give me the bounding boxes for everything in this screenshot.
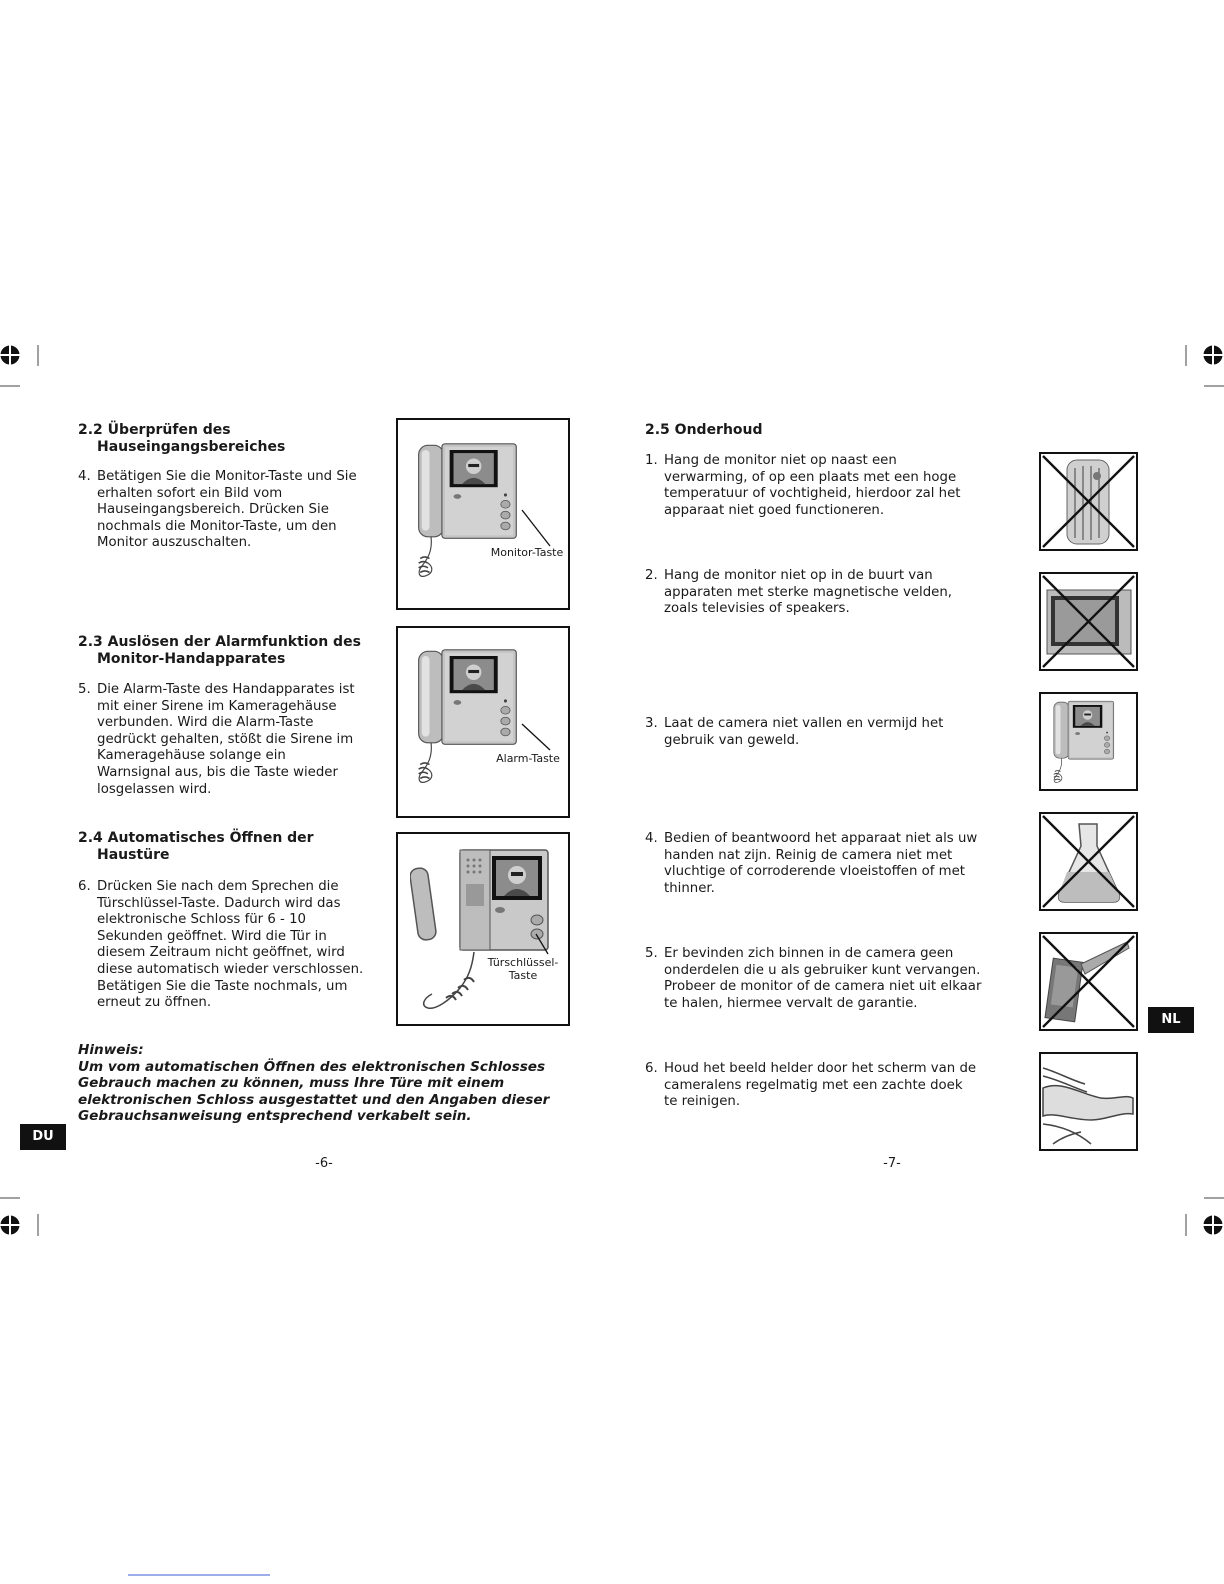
item-line: Hauseingangsbereich. Drücken Sie bbox=[97, 502, 329, 518]
pictogram-monitor bbox=[1039, 692, 1138, 791]
item-line: Betätigen Sie die Taste nochmals, um bbox=[97, 978, 348, 994]
pointer-arrow bbox=[398, 420, 572, 612]
heading-2-4 bbox=[78, 830, 378, 864]
item-line: Probeer de monitor of de camera niet uit elkaar bbox=[664, 979, 982, 995]
item-line: Houd het beeld helder door het scherm van de bbox=[664, 1061, 977, 1076]
heading-2-3-line1: 2.3 Auslösen der Alarmfunktion des bbox=[78, 634, 361, 650]
intercom-phone-icon bbox=[1051, 700, 1127, 786]
page-number-right: -7- bbox=[883, 1156, 901, 1171]
item-line: erhalten sofort ein Bild vom bbox=[97, 485, 283, 501]
item-line: verwarming, of op een plaats met een hoge bbox=[664, 469, 957, 485]
maintenance-item-4 bbox=[645, 831, 1025, 897]
item-line: verbunden. Wird die Alarm-Taste bbox=[97, 715, 314, 731]
item-line: elektronische Schloss für 6 - 10 bbox=[97, 912, 306, 928]
pictogram-screwdriver bbox=[1039, 932, 1138, 1031]
pictogram-cleaning-cloth bbox=[1039, 1052, 1138, 1151]
item-line: gedrückt gehalten, stößt die Sirene im bbox=[97, 731, 354, 747]
note-title: Hinweis: bbox=[78, 1042, 144, 1058]
item-line: Warnsignal aus, bis die Taste wieder bbox=[97, 764, 338, 780]
heading-2-2-line1: 2.2 Überprüfen des bbox=[78, 422, 231, 438]
item-line: Betätigen Sie die Monitor-Taste und Sie bbox=[97, 469, 357, 484]
item-number: 6. bbox=[78, 879, 91, 894]
figure-label-line2: Taste bbox=[508, 969, 538, 982]
item-2-4 bbox=[78, 879, 388, 1012]
item-line: gebruik van geweld. bbox=[664, 732, 800, 748]
item-line: diesem Zeitraum nicht geöffnet, wird bbox=[97, 945, 345, 961]
item-line: Er bevinden zich binnen in de camera geen bbox=[664, 946, 954, 961]
item-line: Türschlüssel-Taste. Dadurch wird das bbox=[97, 895, 341, 911]
maintenance-item-6 bbox=[645, 1061, 1025, 1111]
figure-alarm-taste bbox=[396, 626, 570, 818]
item-number: 5. bbox=[78, 682, 91, 697]
item-line: cameralens regelmatig met een zachte doek bbox=[664, 1077, 963, 1093]
item-line: onderdelen die u als gebruiker kunt vervangen. bbox=[664, 962, 981, 978]
heading-2-4-line2: Haustüre bbox=[97, 847, 170, 863]
note-hinweis bbox=[78, 1042, 558, 1125]
figure-label-tuerschluessel-taste bbox=[482, 956, 564, 982]
item-line: Kameragehäuse solange ein bbox=[97, 748, 286, 764]
item-line: apparaten met sterke magnetische velden, bbox=[664, 584, 952, 600]
item-line: te reinigen. bbox=[664, 1094, 741, 1110]
note-line: Gebrauch machen zu können, muss Ihre Türe mit einem bbox=[78, 1075, 505, 1092]
item-line: Drücken Sie nach dem Sprechen die bbox=[97, 879, 339, 894]
item-line: losgelassen wird. bbox=[97, 781, 212, 797]
note-line: Gebrauchsanweisung entsprechend verkabelt sein. bbox=[78, 1108, 472, 1125]
maintenance-item-3 bbox=[645, 716, 1025, 749]
item-line: te halen, hiermee vervalt de garantie. bbox=[664, 995, 918, 1011]
item-line: vluchtige of corroderende vloeistoffen of met bbox=[664, 864, 966, 880]
heading-2-4-line1: 2.4 Automatisches Öffnen der bbox=[78, 830, 314, 846]
item-2-2 bbox=[78, 469, 388, 552]
heading-2-5: 2.5 Onderhoud bbox=[645, 422, 763, 438]
item-number: 1. bbox=[645, 453, 658, 468]
item-line: mit einer Sirene im Kameragehäuse bbox=[97, 698, 337, 714]
figure-label-alarm-taste: Alarm-Taste bbox=[496, 752, 560, 765]
item-line: Die Alarm-Taste des Handapparates ist bbox=[97, 682, 355, 697]
figure-tuerschluessel-taste bbox=[396, 832, 570, 1026]
item-number: 4. bbox=[645, 831, 658, 846]
note-line: elektronischen Schloss ausgestattet und den Angaben dieser bbox=[78, 1091, 550, 1108]
note-line: Um vom automatischen Öffnen des elektronischen Schlosses bbox=[78, 1058, 546, 1075]
figure-monitor-taste bbox=[396, 418, 570, 610]
item-number: 3. bbox=[645, 716, 658, 731]
figure-label-line1: Türschlüssel- bbox=[487, 956, 559, 969]
item-line: Hang de monitor niet op in de buurt van bbox=[664, 568, 933, 583]
item-line: temperatuur of vochtigheid, hierdoor zal het bbox=[664, 486, 961, 502]
language-tag-nl: NL bbox=[1148, 1007, 1194, 1033]
heading-2-2 bbox=[78, 422, 378, 456]
item-number: 2. bbox=[645, 568, 658, 583]
pictogram-heater bbox=[1039, 452, 1138, 551]
maintenance-item-5 bbox=[645, 946, 1025, 1012]
item-line: erneut zu öffnen. bbox=[97, 995, 212, 1011]
figure-label-monitor-taste: Monitor-Taste bbox=[490, 546, 564, 559]
hand-cloth-icon bbox=[1041, 1054, 1136, 1149]
pointer-arrow bbox=[398, 628, 572, 820]
item-line: Monitor auszuschalten. bbox=[97, 535, 252, 551]
item-line: thinner. bbox=[664, 880, 715, 896]
item-line: nochmals die Monitor-Taste, um den bbox=[97, 518, 337, 534]
language-tag-du: DU bbox=[20, 1124, 66, 1150]
item-2-3 bbox=[78, 682, 388, 798]
item-line: zoals televisies of speakers. bbox=[664, 601, 850, 617]
item-line: diese automatisch wieder verschlossen. bbox=[97, 961, 364, 977]
maintenance-item-2 bbox=[645, 568, 1025, 618]
heading-2-3 bbox=[78, 634, 398, 668]
item-line: apparaat niet goed functioneren. bbox=[664, 502, 885, 518]
item-line: Bedien of beantwoord het apparaat niet als uw bbox=[664, 831, 978, 846]
flask-icon bbox=[1041, 814, 1136, 909]
television-icon bbox=[1041, 574, 1136, 669]
screwdriver-icon bbox=[1041, 934, 1136, 1029]
item-number: 6. bbox=[645, 1061, 658, 1076]
page-number-left: -6- bbox=[315, 1156, 333, 1171]
heading-2-2-line2: Hauseingangsbereiches bbox=[97, 439, 286, 455]
item-number: 5. bbox=[645, 946, 658, 961]
item-line: Laat de camera niet vallen en vermijd het bbox=[664, 716, 944, 731]
item-line: Hang de monitor niet op naast een bbox=[664, 453, 897, 468]
pointer-arrow bbox=[398, 834, 572, 1028]
pictogram-television bbox=[1039, 572, 1138, 671]
heater-icon bbox=[1041, 454, 1136, 549]
pictogram-liquid-flask bbox=[1039, 812, 1138, 911]
maintenance-item-1 bbox=[645, 453, 1025, 519]
item-number: 4. bbox=[78, 469, 91, 484]
item-line: handen nat zijn. Reinig de camera niet met bbox=[664, 847, 953, 863]
heading-2-3-line2: Monitor-Handapparates bbox=[97, 651, 286, 667]
item-line: Sekunden geöffnet. Wird die Tür in bbox=[97, 928, 327, 944]
